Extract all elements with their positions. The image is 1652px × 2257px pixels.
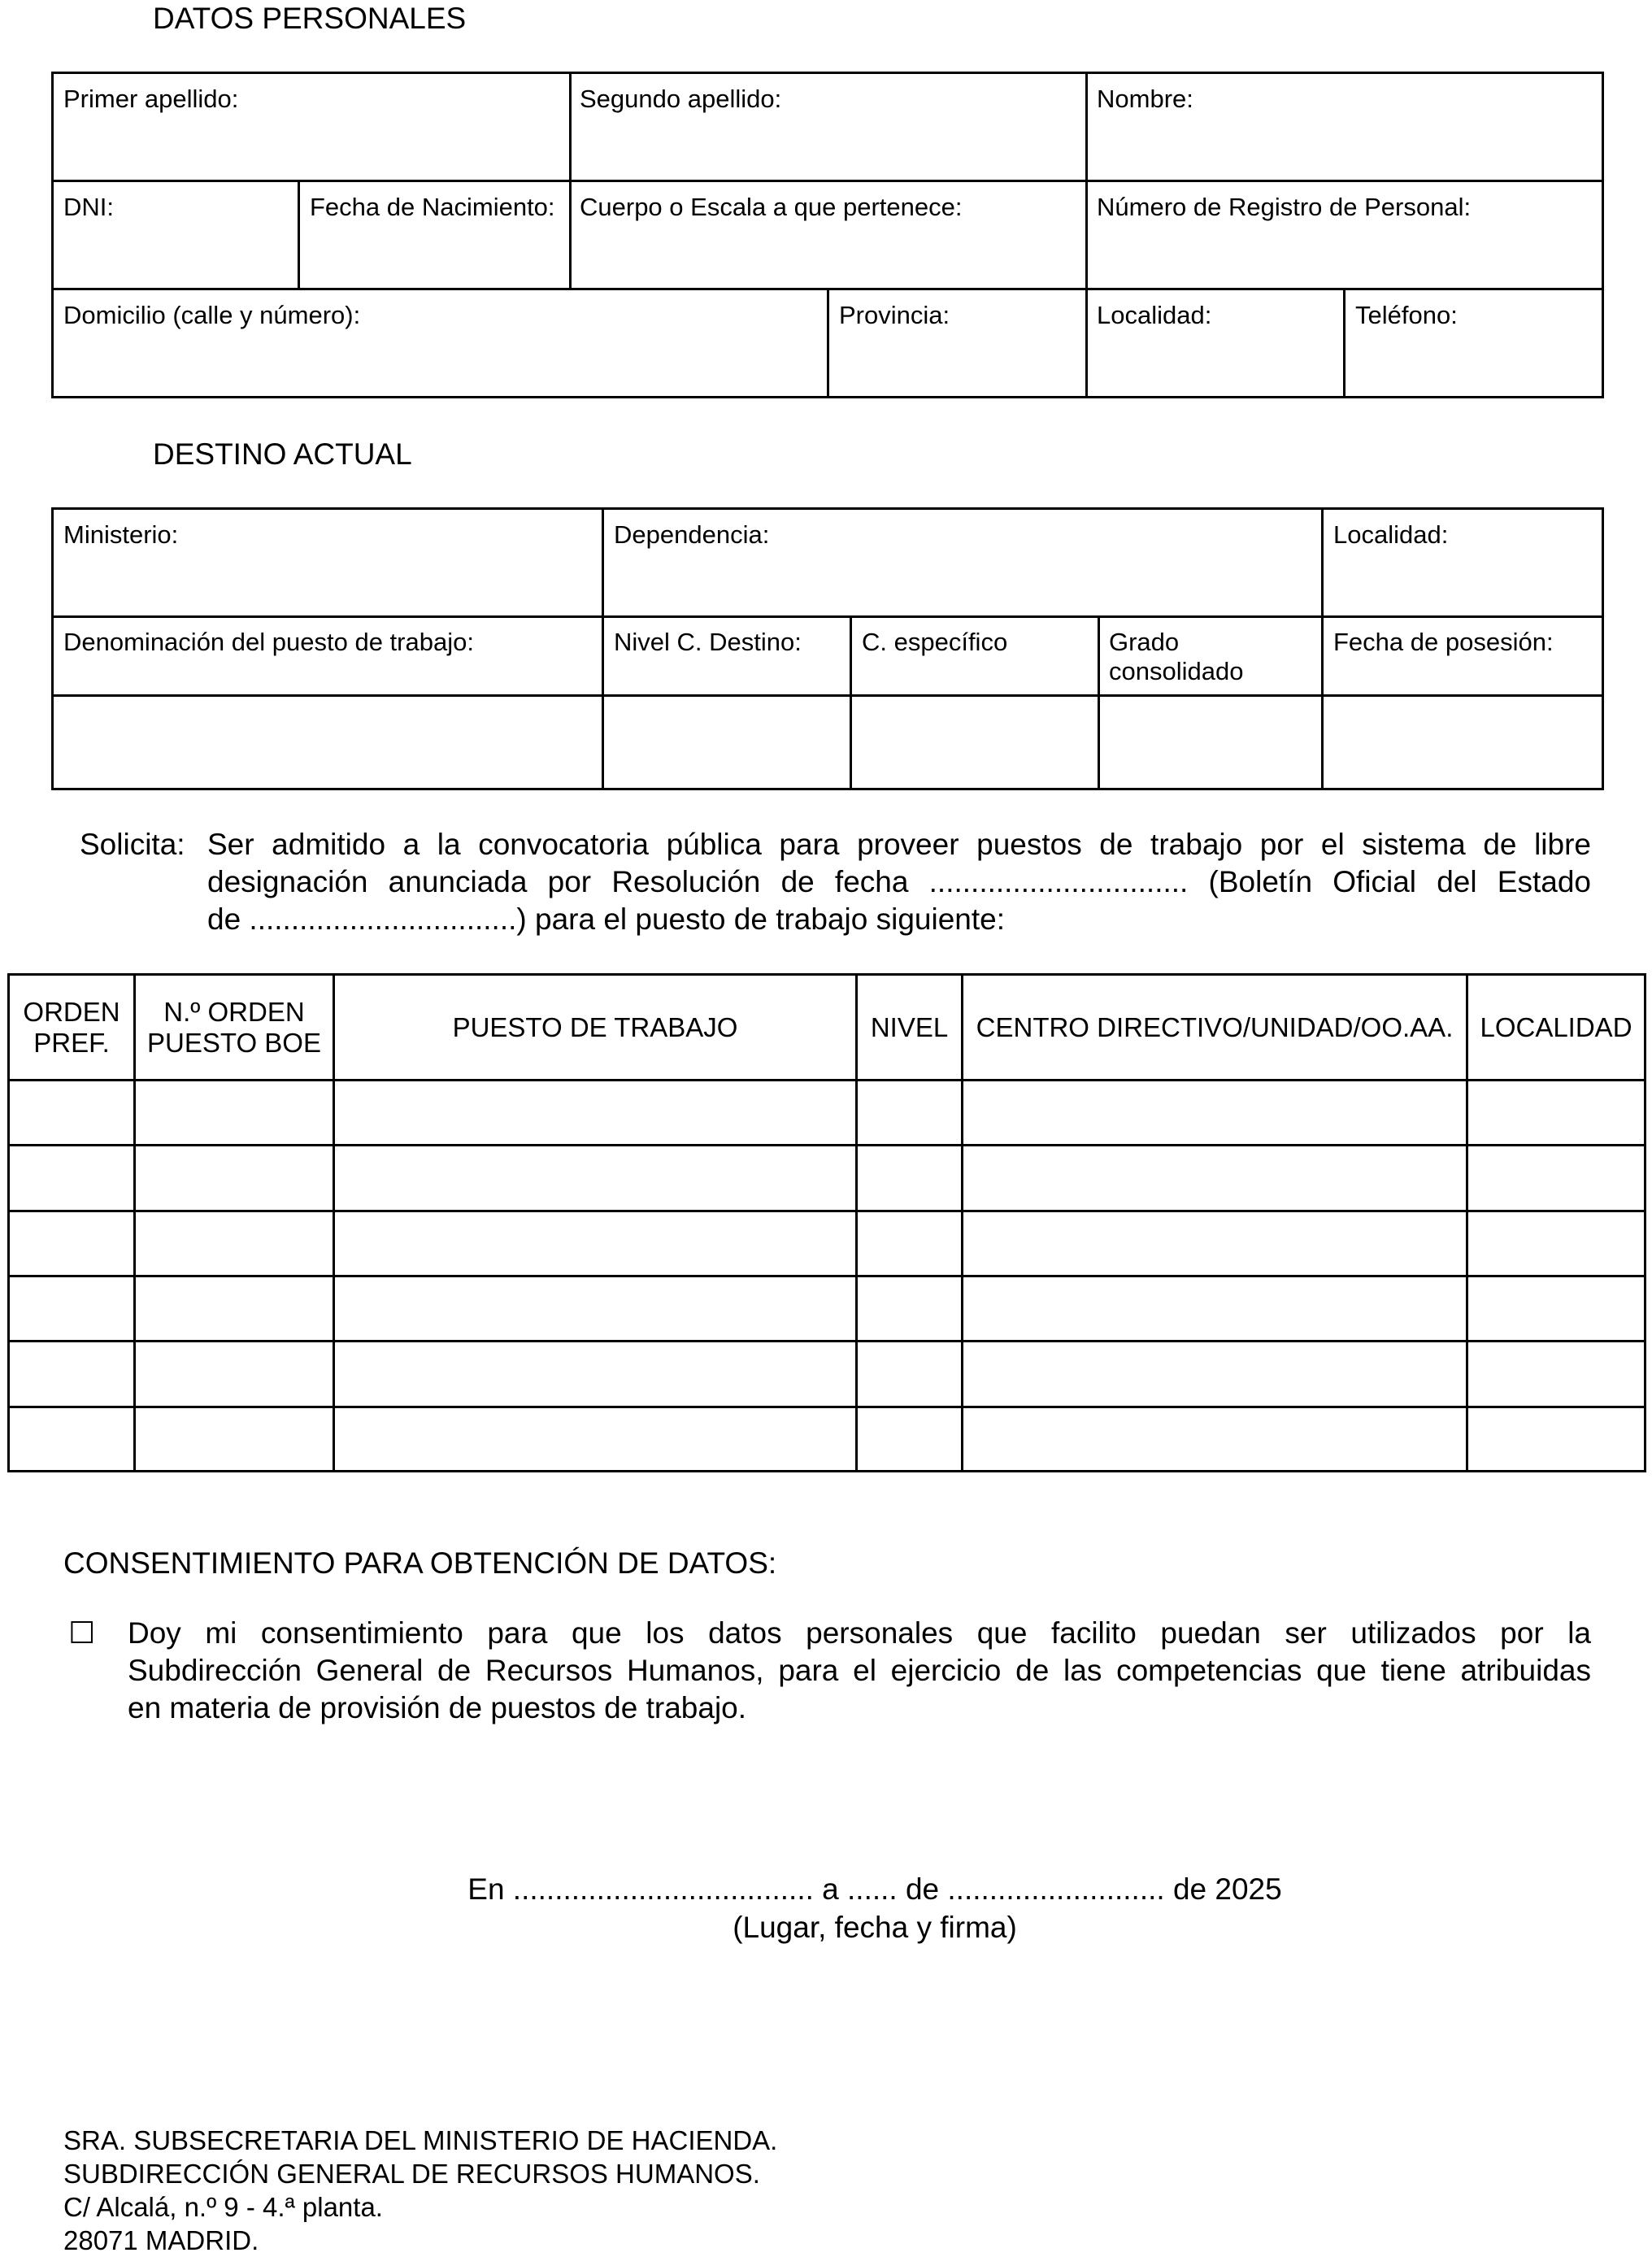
- divider: [569, 72, 572, 288]
- table-cell-n-orden[interactable]: [136, 1408, 333, 1470]
- destino-localidad-label[interactable]: Localidad:: [1333, 520, 1449, 549]
- solicita-line: Ser admitido a la convocatoria pública para proveer puestos de trabajo por el sistema de libre: [207, 828, 1591, 861]
- consent-line: Subdirección General de Recursos Humanos, para el ejercicio de las competencias que tiene atribuidas: [128, 1654, 1591, 1687]
- header-line: PUESTO BOE: [147, 1028, 321, 1058]
- header-puesto-trabajo: PUESTO DE TRABAJO: [452, 1012, 738, 1042]
- table-cell-orden-pref[interactable]: [10, 1081, 133, 1144]
- consentimiento-heading: CONSENTIMIENTO PARA OBTENCIÓN DE DATOS:: [63, 1546, 777, 1580]
- solicita-label: Solicita:: [80, 828, 185, 861]
- table-cell-n-orden[interactable]: [136, 1212, 333, 1275]
- lugar-fecha-line: En .................................... a ...... de .......................... de 2025: [467, 1872, 1282, 1906]
- table-cell-puesto-trabajo[interactable]: [335, 1146, 855, 1210]
- divider: [827, 288, 829, 398]
- address-line: SUBDIRECCIÓN GENERAL DE RECURSOS HUMANOS.: [63, 2159, 760, 2189]
- solicita-line: de ................................) para el puesto de trabajo siguiente:: [207, 902, 1006, 936]
- domicilio-label[interactable]: Domicilio (calle y número):: [63, 301, 361, 329]
- header-centro-directivo: CENTRO DIRECTIVO/UNIDAD/OO.AA.: [976, 1012, 1454, 1042]
- table-cell-puesto-trabajo[interactable]: [335, 1081, 855, 1144]
- table-cell-localidad[interactable]: [1468, 1342, 1644, 1406]
- table-cell-puesto-trabajo[interactable]: [335, 1212, 855, 1275]
- table-cell-localidad[interactable]: [1468, 1146, 1644, 1210]
- address-line: SRA. SUBSECRETARIA DEL MINISTERIO DE HACIENDA.: [63, 2125, 778, 2155]
- table-cell-centro-directivo[interactable]: [963, 1146, 1466, 1210]
- table-cell-nivel[interactable]: [858, 1146, 961, 1210]
- divider: [602, 507, 604, 790]
- destinatario-address: [63, 2124, 777, 2257]
- table-cell-centro-directivo[interactable]: [963, 1277, 1466, 1340]
- destino-actual-heading: DESTINO ACTUAL: [153, 437, 412, 471]
- grado-consolidado-label[interactable]: [1109, 628, 1243, 686]
- table-cell-localidad[interactable]: [1468, 1212, 1644, 1275]
- header-nivel: NIVEL: [870, 1012, 949, 1042]
- table-cell-nivel[interactable]: [858, 1212, 961, 1275]
- nivel-destino-label[interactable]: Nivel C. Destino:: [614, 628, 802, 656]
- solicita-line: designación anunciada por Resolución de fecha ............................... (Boletín Oficial del Estado: [207, 865, 1591, 898]
- dni-label[interactable]: DNI:: [63, 193, 114, 221]
- localidad-label[interactable]: Localidad:: [1097, 301, 1212, 329]
- table-cell-n-orden[interactable]: [136, 1342, 333, 1406]
- table-cell-centro-directivo[interactable]: [963, 1212, 1466, 1275]
- primer-apellido-label[interactable]: Primer apellido:: [63, 85, 239, 113]
- divider: [1098, 615, 1100, 790]
- table-cell-localidad[interactable]: [1468, 1277, 1644, 1340]
- divider: [850, 615, 852, 790]
- table-cell-centro-directivo[interactable]: [963, 1342, 1466, 1406]
- header-localidad: LOCALIDAD: [1480, 1012, 1632, 1042]
- table-cell-orden-pref[interactable]: [10, 1212, 133, 1275]
- table-cell-localidad[interactable]: [1468, 1081, 1644, 1144]
- table-cell-puesto-trabajo[interactable]: [335, 1408, 855, 1470]
- segundo-apellido-label[interactable]: Segundo apellido:: [580, 85, 782, 113]
- table-cell-localidad[interactable]: [1468, 1408, 1644, 1470]
- table-cell-orden-pref[interactable]: [10, 1342, 133, 1406]
- numero-registro-label[interactable]: Número de Registro de Personal:: [1097, 193, 1472, 221]
- table-cell-n-orden[interactable]: [136, 1081, 333, 1144]
- address-line: C/ Alcalá, n.º 9 - 4.ª planta.: [63, 2192, 383, 2222]
- table-cell-n-orden[interactable]: [136, 1277, 333, 1340]
- lugar-fecha-caption: (Lugar, fecha y firma): [733, 1911, 1017, 1944]
- table-cell-centro-directivo[interactable]: [963, 1081, 1466, 1144]
- datos-personales-heading: DATOS PERSONALES: [153, 2, 467, 35]
- consent-line: en materia de provisión de puestos de trabajo.: [128, 1691, 747, 1724]
- header-line: N.º ORDEN: [163, 997, 305, 1027]
- fecha-posesion-label[interactable]: Fecha de posesión:: [1333, 628, 1554, 656]
- c-especifico-label[interactable]: C. específico: [862, 628, 1008, 656]
- address-line: 28071 MADRID.: [63, 2225, 259, 2255]
- consolidado-line: consolidado: [1109, 657, 1244, 685]
- header-orden-pref: [10, 976, 133, 1080]
- ministerio-label[interactable]: Ministerio:: [63, 520, 179, 549]
- table-cell-orden-pref[interactable]: [10, 1277, 133, 1340]
- fecha-nacimiento-label[interactable]: Fecha de Nacimiento:: [310, 193, 555, 221]
- consent-line: Doy mi consentimiento para que los datos personales que facilito puedan ser utilizados por la: [128, 1616, 1591, 1650]
- divider: [1321, 507, 1324, 790]
- divider: [51, 615, 1604, 618]
- divider: [51, 694, 1604, 697]
- table-cell-centro-directivo[interactable]: [963, 1408, 1466, 1470]
- divider: [51, 180, 1604, 182]
- header-line: PREF.: [33, 1028, 110, 1058]
- divider: [298, 180, 300, 288]
- denominacion-puesto-label[interactable]: Denominación del puesto de trabajo:: [63, 628, 474, 656]
- grado-line: Grado: [1109, 628, 1180, 656]
- dependencia-label[interactable]: Dependencia:: [614, 520, 770, 549]
- divider: [1343, 288, 1346, 398]
- table-cell-n-orden[interactable]: [136, 1146, 333, 1210]
- divider: [1085, 72, 1088, 398]
- table-cell-nivel[interactable]: [858, 1081, 961, 1144]
- table-cell-puesto-trabajo[interactable]: [335, 1277, 855, 1340]
- header-line: ORDEN: [23, 997, 120, 1027]
- table-cell-orden-pref[interactable]: [10, 1408, 133, 1470]
- table-cell-nivel[interactable]: [858, 1277, 961, 1340]
- consent-checkbox[interactable]: ☐: [68, 1616, 96, 1650]
- header-n-orden: [136, 976, 333, 1080]
- table-cell-puesto-trabajo[interactable]: [335, 1342, 855, 1406]
- consentimiento-text: [128, 1615, 1591, 1727]
- nombre-label[interactable]: Nombre:: [1097, 85, 1193, 113]
- telefono-label[interactable]: Teléfono:: [1355, 301, 1458, 329]
- table-cell-orden-pref[interactable]: [10, 1146, 133, 1210]
- cuerpo-escala-label[interactable]: Cuerpo o Escala a que pertenece:: [580, 193, 963, 221]
- table-cell-nivel[interactable]: [858, 1408, 961, 1470]
- solicita-text: [207, 826, 1591, 938]
- provincia-label[interactable]: Provincia:: [839, 301, 950, 329]
- table-cell-nivel[interactable]: [858, 1342, 961, 1406]
